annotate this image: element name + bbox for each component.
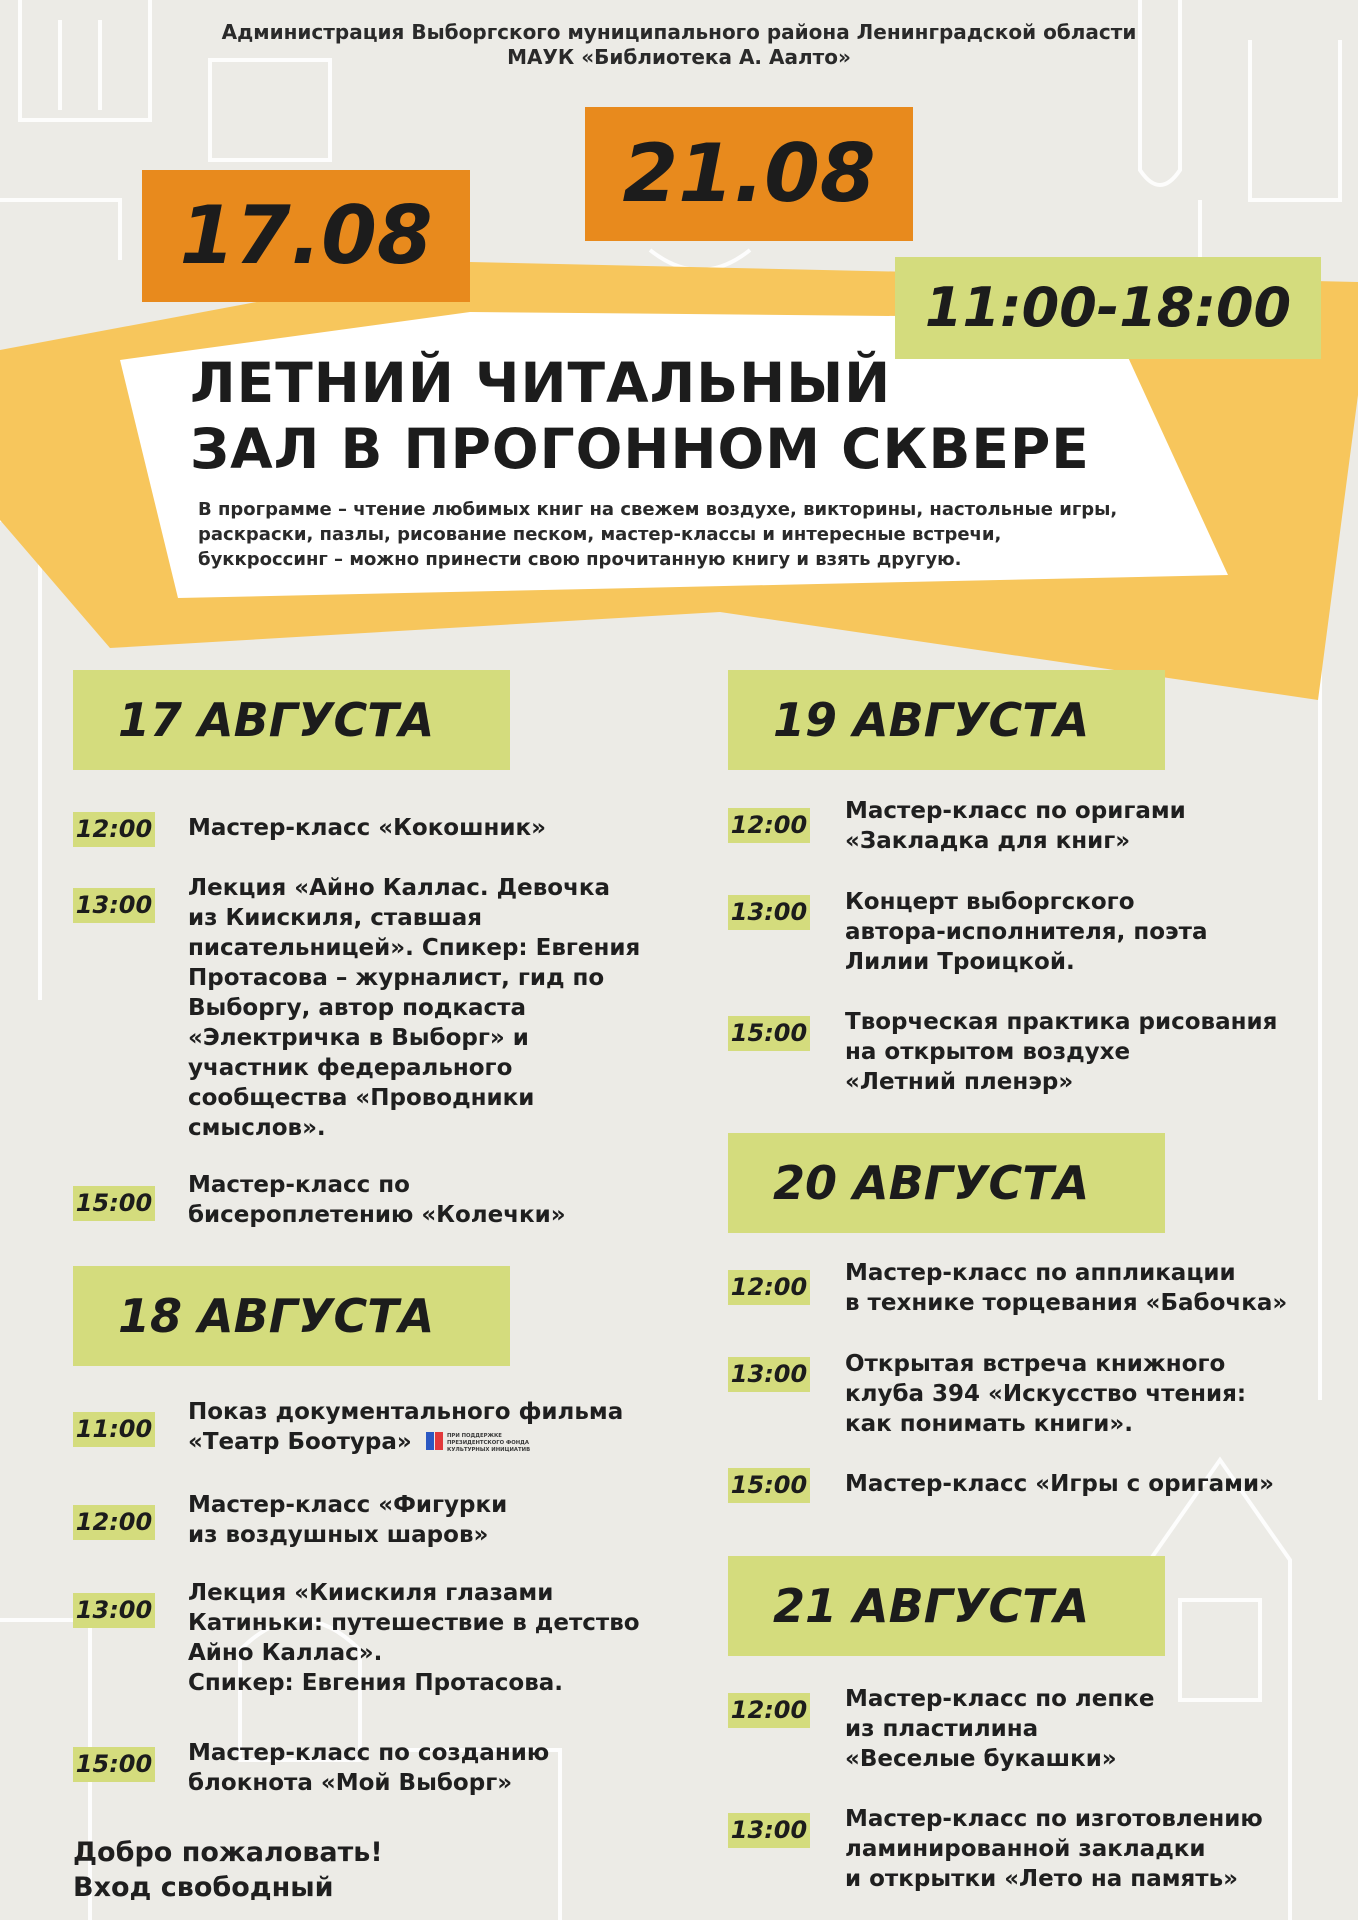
event-title xyxy=(190,350,1090,482)
event-text-line: ламинированной закладки xyxy=(845,1836,1206,1862)
event-description xyxy=(188,1490,658,1550)
event-text-line: Мастер-класс «Кокошник» xyxy=(188,815,547,841)
event-time: 13:00 xyxy=(728,1357,810,1392)
intro-line: раскраски, пазлы, рисование песком, мастер-классы и интересные встречи, xyxy=(198,524,1002,545)
event-description xyxy=(188,1397,658,1457)
event-text-line: Катиньки: путешествие в детство xyxy=(188,1610,640,1636)
event-text-line: «Закладка для книг» xyxy=(845,828,1131,854)
event-text-line: клуба 394 «Искусство чтения: xyxy=(845,1381,1247,1407)
event-text-line: Протасова – журналист, гид по xyxy=(188,965,605,991)
event-description xyxy=(845,796,1335,856)
organizer-header xyxy=(0,20,1358,70)
event-text-line: смыслов». xyxy=(188,1115,326,1141)
day-header-aug17: 17 АВГУСТА xyxy=(73,670,510,770)
event-text-line: и открытки «Лето на память» xyxy=(845,1866,1239,1892)
organizer-line-1: Администрация Выборгского муниципального района Ленинградской области xyxy=(221,20,1137,44)
event-text-line: Творческая практика рисования xyxy=(845,1009,1278,1035)
event-text-line: Лекция «Киискиля глазами xyxy=(188,1580,554,1606)
day-header-aug19: 19 АВГУСТА xyxy=(728,670,1165,770)
event-text-line: Мастер-класс по созданию xyxy=(188,1740,550,1766)
event-description xyxy=(845,1469,1335,1499)
event-description xyxy=(188,1170,658,1230)
event-text-line: Лилии Троицкой. xyxy=(845,949,1075,975)
event-text-line: в технике торцевания «Бабочка» xyxy=(845,1290,1288,1316)
event-text-line xyxy=(188,1427,658,1457)
start-date-badge: 17.08 xyxy=(142,170,470,302)
event-text-line: Показ документального фильма xyxy=(188,1399,624,1425)
event-text-line: Мастер-класс по xyxy=(188,1172,410,1198)
welcome-line: Добро пожаловать! xyxy=(73,1837,383,1868)
event-description xyxy=(845,1349,1335,1439)
event-time: 15:00 xyxy=(73,1186,155,1221)
event-description xyxy=(845,887,1335,977)
event-text-line: «Летний пленэр» xyxy=(845,1069,1074,1095)
day-header-aug20: 20 АВГУСТА xyxy=(728,1133,1165,1233)
title-line-1: ЛЕТНИЙ ЧИТАЛЬНЫЙ xyxy=(190,351,892,415)
pfki-logo-icon xyxy=(426,1428,536,1454)
event-text-line: «Веселые букашки» xyxy=(845,1746,1117,1772)
event-description xyxy=(188,813,658,843)
welcome-note xyxy=(73,1835,383,1905)
event-text-line: писательницей». Спикер: Евгения xyxy=(188,935,641,961)
event-time: 12:00 xyxy=(728,1270,810,1305)
title-line-2: ЗАЛ В ПРОГОННОМ СКВЕРЕ xyxy=(190,417,1090,481)
event-text-line: из Киискиля, ставшая xyxy=(188,905,482,931)
program-intro xyxy=(198,497,1198,572)
event-description xyxy=(845,1804,1335,1894)
event-text-line: Открытая встреча книжного xyxy=(845,1351,1226,1377)
event-text-line: блокнота «Мой Выборг» xyxy=(188,1770,513,1796)
event-text: «Театр Боотура» xyxy=(188,1429,412,1455)
event-text-line: Мастер-класс по оригами xyxy=(845,798,1186,824)
event-description xyxy=(845,1007,1335,1097)
event-time: 13:00 xyxy=(73,1593,155,1628)
event-text-line: «Электричка в Выборг» и xyxy=(188,1025,529,1051)
event-time: 15:00 xyxy=(728,1016,810,1051)
event-time: 11:00 xyxy=(73,1412,155,1447)
event-time: 13:00 xyxy=(728,895,810,930)
event-text-line: Выборгу, автор подкаста xyxy=(188,995,526,1021)
event-description xyxy=(188,1578,658,1698)
event-text-line: Лекция «Айно Каллас. Девочка xyxy=(188,875,610,901)
event-text-line: на открытом воздухе xyxy=(845,1039,1131,1065)
event-text-line: Мастер-класс «Игры с оригами» xyxy=(845,1471,1274,1497)
pfki-logo-text-line: ПРЕЗИДЕНТСКОГО ФОНДА xyxy=(446,1439,529,1446)
hours-badge: 11:00-18:00 xyxy=(895,257,1321,359)
end-date-badge: 21.08 xyxy=(585,107,913,241)
event-description xyxy=(188,873,658,1143)
event-time: 15:00 xyxy=(728,1468,810,1503)
event-description xyxy=(188,1738,658,1798)
intro-line: В программе – чтение любимых книг на свежем воздухе, викторины, настольные игры, xyxy=(198,499,1118,520)
event-text-line: участник федерального xyxy=(188,1055,513,1081)
pfki-logo-text-line: ПРИ ПОДДЕРЖКЕ xyxy=(446,1432,502,1439)
day-header-aug18: 18 АВГУСТА xyxy=(73,1266,510,1366)
event-text-line: сообщества «Проводники xyxy=(188,1085,535,1111)
event-text-line: из пластилина xyxy=(845,1716,1039,1742)
event-text-line: Концерт выборгского xyxy=(845,889,1135,915)
pfki-logo-text-line: КУЛЬТУРНЫХ ИНИЦИАТИВ xyxy=(446,1446,530,1453)
event-text-line: Мастер-класс по аппликации xyxy=(845,1260,1236,1286)
free-entry-line: Вход свободный xyxy=(73,1872,334,1903)
event-text-line: бисероплетению «Колечки» xyxy=(188,1202,566,1228)
event-time: 13:00 xyxy=(73,888,155,923)
event-time: 12:00 xyxy=(73,812,155,847)
event-time: 12:00 xyxy=(73,1505,155,1540)
event-text-line: как понимать книги». xyxy=(845,1411,1133,1437)
event-text-line: Спикер: Евгения Протасова. xyxy=(188,1670,564,1696)
event-time: 12:00 xyxy=(728,808,810,843)
event-text-line: Мастер-класс по изготовлению xyxy=(845,1806,1263,1832)
event-time: 15:00 xyxy=(73,1747,155,1782)
event-time: 13:00 xyxy=(728,1813,810,1848)
event-description xyxy=(845,1258,1335,1318)
event-text-line: Мастер-класс по лепке xyxy=(845,1686,1155,1712)
intro-line: буккроссинг – можно принести свою прочитанную книгу и взять другую. xyxy=(198,549,962,570)
event-text-line: автора-исполнителя, поэта xyxy=(845,919,1208,945)
event-text-line: Айно Каллас». xyxy=(188,1640,383,1666)
event-text-line: Мастер-класс «Фигурки xyxy=(188,1492,508,1518)
day-header-aug21: 21 АВГУСТА xyxy=(728,1556,1165,1656)
event-time: 12:00 xyxy=(728,1693,810,1728)
event-text-line: из воздушных шаров» xyxy=(188,1522,489,1548)
event-description xyxy=(845,1684,1335,1774)
organizer-line-2: МАУК «Библиотека А. Аалто» xyxy=(507,45,851,69)
